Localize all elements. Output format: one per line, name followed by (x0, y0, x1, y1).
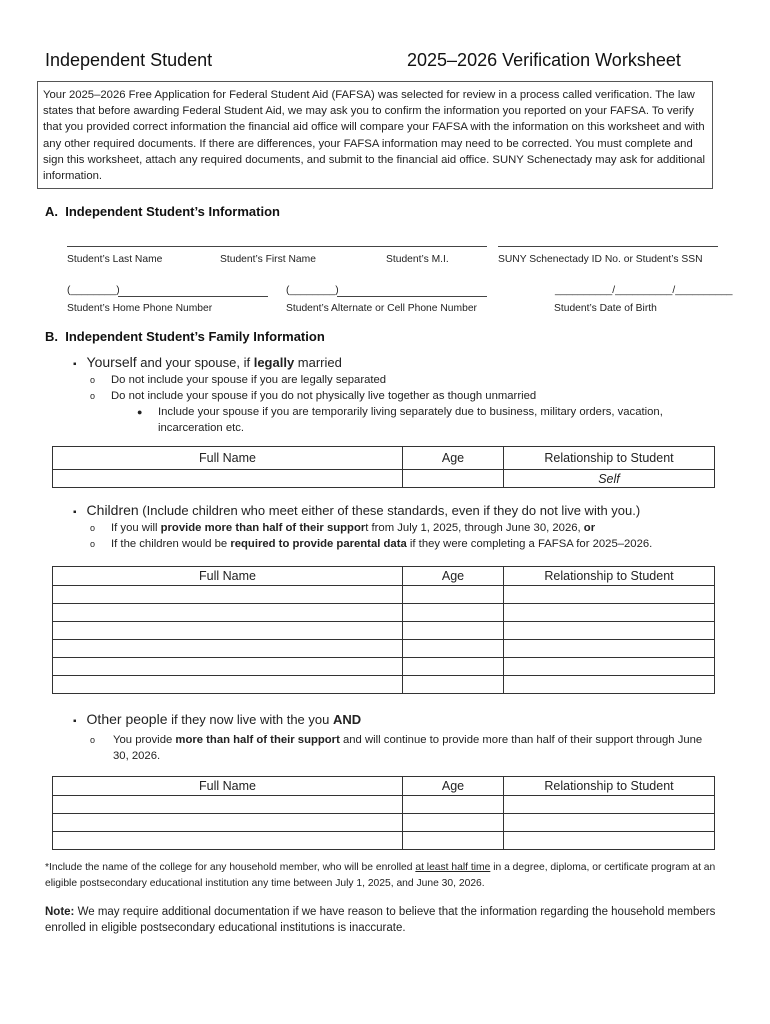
home-phone-line[interactable] (118, 296, 268, 297)
intro-text: Your 2025–2026 Free Application for Federal Student Aid (FAFSA) was selected for review in a process called verification. The law states that before awarding Federal Student Aid, we may ask you to confirm the information you reported on your FAFSA. To verify that you provided correct information the financial aid office will compare your FAFSA with the information on this worksheet and with any other required documents. If there are differences, your FAFSA information may need to be corrected. You must complete and sign this worksheet, attach any required documents, and submit to the financial aid office. SUNY Schenectady may ask for additional information. (43, 89, 706, 183)
age-cell[interactable] (403, 586, 504, 604)
circle-bullet-icon: o (90, 735, 96, 745)
full-name-header: Full Name (53, 447, 403, 470)
age-header: Age (403, 567, 504, 586)
relationship-cell[interactable] (504, 832, 715, 850)
table-row (53, 604, 715, 622)
relationship-cell[interactable] (504, 622, 715, 640)
circle-bullet-icon: o (90, 391, 96, 401)
yourself-subsub-1-text: Include your spouse if you are temporarily living separately due to business, military orders, vacation, incarceration etc. (158, 406, 663, 434)
children-sub-2-c: if they were completing a FAFSA for 2025–2026. (406, 538, 653, 550)
square-bullet-icon: ▪ (73, 507, 77, 518)
table-row (53, 470, 715, 488)
note (45, 904, 725, 936)
section-b-heading: B. Independent Student’s Family Information (45, 329, 325, 344)
age-header: Age (403, 447, 504, 470)
children-sub-2-b: required to provide parental data (230, 538, 407, 550)
name-cell[interactable] (53, 814, 403, 832)
others-lead: Other people (86, 711, 168, 727)
children-sub-1 (90, 520, 595, 536)
dob-blank[interactable]: __________/__________/__________ (555, 285, 733, 296)
footnote (45, 860, 725, 891)
dob-label: Student’s Date of Birth (554, 303, 657, 314)
yourself-mid: and your spouse, if (136, 355, 254, 370)
children-lead: Children (86, 502, 139, 518)
age-cell[interactable] (403, 470, 504, 488)
yourself-sub-2 (90, 388, 536, 404)
home-phone-area-code: (________) (67, 285, 120, 296)
footnote-underlined: at least half time (415, 862, 491, 873)
children-tail: (Include children who meet either of these standards, even if they do not live with you.) (138, 503, 641, 518)
yourself-bullet (73, 354, 342, 370)
name-cell[interactable] (53, 832, 403, 850)
age-cell[interactable] (403, 658, 504, 676)
age-cell[interactable] (403, 622, 504, 640)
yourself-sub-1-text: Do not include your spouse if you are legally separated (111, 374, 387, 386)
table-row (53, 658, 715, 676)
relationship-cell[interactable] (504, 604, 715, 622)
id-ssn-line[interactable] (498, 246, 718, 247)
others-bold: AND (332, 712, 362, 727)
table-row (53, 622, 715, 640)
name-cell[interactable] (53, 640, 403, 658)
yourself-subsub-1 (137, 404, 697, 436)
yourself-sub-2-text: Do not include your spouse if you do not physically live together as though unmarried (111, 390, 537, 402)
relationship-cell[interactable] (504, 796, 715, 814)
age-header: Age (403, 777, 504, 796)
table-header-row (53, 447, 715, 470)
name-line[interactable] (67, 246, 487, 247)
full-name-header: Full Name (53, 777, 403, 796)
age-cell[interactable] (403, 832, 504, 850)
note-text: We may require additional documentation if we have reason to believe that the information regarding the household members enrolled in eligible postsecondary educational institutions is inaccurate. (45, 906, 716, 934)
section-a-heading: A. Independent Student’s Information (45, 204, 280, 219)
relationship-cell[interactable] (504, 586, 715, 604)
footnote-text-a: *Include the name of the college for any household member, who will be enrolled (45, 862, 416, 873)
relationship-header: Relationship to Student (504, 447, 715, 470)
last-name-label: Student’s Last Name (67, 254, 163, 265)
relationship-cell-self: Self (504, 470, 715, 488)
children-sub-1-d: or (583, 522, 596, 534)
age-cell[interactable] (403, 676, 504, 694)
circle-bullet-icon: o (90, 375, 96, 385)
alt-phone-area-code: (________) (286, 285, 339, 296)
intro-box (37, 81, 713, 189)
relationship-cell[interactable] (504, 814, 715, 832)
circle-bullet-icon: o (90, 523, 96, 533)
others-sub-1-a: You provide (113, 734, 176, 746)
table-header-row (53, 777, 715, 796)
form-title-right: 2025–2026 Verification Worksheet (407, 50, 681, 70)
table-row (53, 796, 715, 814)
dot-bullet-icon: ● (137, 407, 143, 417)
relationship-header: Relationship to Student (504, 567, 715, 586)
form-title-left: Independent Student (45, 50, 213, 70)
alt-phone-label: Student’s Alternate or Cell Phone Number (286, 303, 477, 314)
name-cell[interactable] (53, 796, 403, 814)
children-bullet (73, 502, 640, 518)
table-row (53, 832, 715, 850)
children-table (52, 566, 715, 694)
age-cell[interactable] (403, 604, 504, 622)
others-table (52, 776, 715, 850)
first-name-label: Student’s First Name (220, 254, 316, 265)
children-sub-1-c: t from July 1, 2025, through June 30, 2026, (365, 522, 584, 534)
square-bullet-icon: ▪ (73, 359, 77, 370)
others-sub-1-b: more than half of their support (175, 734, 340, 746)
yourself-tail: married (294, 355, 342, 370)
name-cell[interactable] (53, 586, 403, 604)
others-bullet (73, 711, 361, 727)
spouse-table (52, 446, 715, 488)
name-cell[interactable] (53, 676, 403, 694)
others-tail: if they now live with the you (167, 712, 333, 727)
relationship-cell[interactable] (504, 640, 715, 658)
table-row (53, 586, 715, 604)
home-phone-label: Student’s Home Phone Number (67, 303, 213, 314)
children-sub-1-b: provide more than half of their suppor (160, 522, 366, 534)
relationship-cell[interactable] (504, 658, 715, 676)
children-sub-2 (90, 536, 652, 552)
yourself-bold: legally (253, 355, 295, 370)
mi-label: Student’s M.I. (386, 254, 449, 265)
name-cell[interactable] (53, 622, 403, 640)
name-cell[interactable] (53, 470, 403, 488)
yourself-lead: Yourself (86, 354, 137, 370)
square-bullet-icon: ▪ (73, 716, 77, 727)
circle-bullet-icon: o (90, 539, 96, 549)
age-cell[interactable] (403, 640, 504, 658)
yourself-sub-1 (90, 372, 386, 388)
others-sub-1-c: and will continue to provide more than half of their support through June 30, 2026. (113, 734, 703, 762)
table-row (53, 640, 715, 658)
age-cell[interactable] (403, 796, 504, 814)
full-name-header: Full Name (53, 567, 403, 586)
table-row (53, 814, 715, 832)
id-ssn-label: SUNY Schenectady ID No. or Student’s SSN (498, 254, 703, 265)
note-label: Note: (45, 906, 75, 918)
footnote-text-b: in a degree, diploma, or certificate program at an eligible postsecondary educational institution any time between July 1, 2025, and June 30, 2026. (45, 862, 716, 889)
table-row (53, 676, 715, 694)
name-cell[interactable] (53, 604, 403, 622)
others-sub-1 (90, 732, 715, 764)
children-sub-2-a: If the children would be (111, 538, 231, 550)
age-cell[interactable] (403, 814, 504, 832)
relationship-header: Relationship to Student (504, 777, 715, 796)
table-header-row (53, 567, 715, 586)
relationship-cell[interactable] (504, 676, 715, 694)
alt-phone-line[interactable] (337, 296, 487, 297)
children-sub-1-a: If you will (111, 522, 161, 534)
name-cell[interactable] (53, 658, 403, 676)
